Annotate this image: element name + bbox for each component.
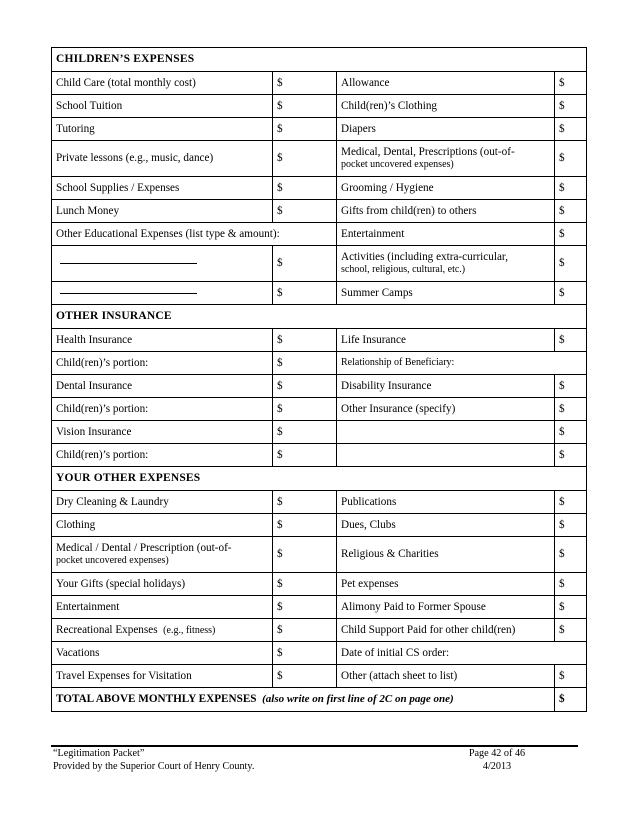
amount-other-educational-1[interactable]: $: [273, 246, 337, 282]
amount-disability-insurance[interactable]: $: [555, 375, 587, 398]
label-childrens-clothing: Child(ren)’s Clothing: [337, 95, 555, 118]
amount-private-lessons[interactable]: $: [273, 141, 337, 177]
footer-left: [53, 748, 254, 774]
label-other-entertainment: Entertainment: [52, 596, 273, 619]
blank-line: [60, 262, 197, 264]
label-clothing: Clothing: [52, 514, 273, 537]
label-disability-insurance: Disability Insurance: [337, 375, 555, 398]
label-religious-charities: Religious & Charities: [337, 537, 555, 573]
footer-date: 4/2013: [482, 760, 512, 772]
label-alimony: Alimony Paid to Former Spouse: [337, 596, 555, 619]
label-children-entertainment: Entertainment: [337, 223, 555, 246]
label-vision-insurance: Vision Insurance: [52, 421, 273, 444]
amount-tutoring[interactable]: $: [273, 118, 337, 141]
amount-health-childrens-portion[interactable]: $: [273, 352, 337, 375]
label-child-care: Child Care (total monthly cost): [52, 72, 273, 95]
amount-child-care[interactable]: $: [273, 72, 337, 95]
amount-religious-charities[interactable]: $: [555, 537, 587, 573]
amount-vision-insurance[interactable]: $: [273, 421, 337, 444]
label-vision-childrens-portion: Child(ren)’s portion:: [52, 444, 273, 467]
activities-line2: school, religious, cultural, etc.): [341, 264, 466, 276]
other-medical-line1: Medical / Dental / Prescription (out-of-: [56, 542, 232, 555]
section-header-children: CHILDREN’S EXPENSES: [52, 48, 587, 72]
label-dental-childrens-portion: Child(ren)’s portion:: [52, 398, 273, 421]
amount-recreational[interactable]: $: [273, 619, 337, 642]
activities-line1: Activities (including extra-curricular,: [341, 251, 508, 264]
label-recreational: Recreational Expenses (e.g., fitness): [52, 619, 273, 642]
amount-other-medical[interactable]: $: [273, 537, 337, 573]
label-lunch-money: Lunch Money: [52, 200, 273, 223]
blank-line: [60, 292, 197, 294]
other-educational-line-2[interactable]: [52, 282, 273, 305]
label-publications: Publications: [337, 491, 555, 514]
amount-other-insurance-1[interactable]: $: [555, 421, 587, 444]
label-other-medical: [52, 537, 273, 573]
amount-grooming[interactable]: $: [555, 177, 587, 200]
amount-gifts-from-children[interactable]: $: [555, 200, 587, 223]
label-child-support: Child Support Paid for other child(ren): [337, 619, 555, 642]
expenses-form-table: [51, 47, 587, 712]
label-other-insurance: Other Insurance (specify): [337, 398, 555, 421]
label-children-medical: [337, 141, 555, 177]
amount-other-insurance[interactable]: $: [555, 398, 587, 421]
label-life-insurance: Life Insurance: [337, 329, 555, 352]
label-dues-clubs: Dues, Clubs: [337, 514, 555, 537]
label-private-lessons: Private lessons (e.g., music, dance): [52, 141, 273, 177]
amount-vision-childrens-portion[interactable]: $: [273, 444, 337, 467]
amount-vacations[interactable]: $: [273, 642, 337, 665]
label-activities: [337, 246, 555, 282]
total-monthly-expenses-label: TOTAL ABOVE MONTHLY EXPENSES (also write on first line of 2C on page one): [52, 688, 555, 712]
label-school-supplies: School Supplies / Expenses: [52, 177, 273, 200]
footer-right: [455, 748, 539, 774]
other-insurance-specify-2[interactable]: [337, 444, 555, 467]
label-other-educational: Other Educational Expenses (list type & amount):: [52, 223, 337, 246]
amount-lunch-money[interactable]: $: [273, 200, 337, 223]
amount-other-educational-2[interactable]: $: [273, 282, 337, 305]
amount-health-insurance[interactable]: $: [273, 329, 337, 352]
label-cs-order-date[interactable]: Date of initial CS order:: [337, 642, 587, 665]
amount-allowance[interactable]: $: [555, 72, 587, 95]
label-beneficiary: Relationship of Beneficiary:: [337, 352, 587, 375]
amount-dental-insurance[interactable]: $: [273, 375, 337, 398]
other-insurance-specify-1[interactable]: [337, 421, 555, 444]
amount-summer-camps[interactable]: $: [555, 282, 587, 305]
amount-your-gifts[interactable]: $: [273, 573, 337, 596]
recreational-note: (e.g., fitness): [163, 624, 216, 636]
amount-alimony[interactable]: $: [555, 596, 587, 619]
amount-publications[interactable]: $: [555, 491, 587, 514]
label-tutoring: Tutoring: [52, 118, 273, 141]
label-pet-expenses: Pet expenses: [337, 573, 555, 596]
amount-other-attach[interactable]: $: [555, 665, 587, 688]
amount-total-monthly-expenses[interactable]: $: [555, 688, 587, 712]
amount-school-tuition[interactable]: $: [273, 95, 337, 118]
label-travel-visitation: Travel Expenses for Visitation: [52, 665, 273, 688]
amount-school-supplies[interactable]: $: [273, 177, 337, 200]
amount-clothing[interactable]: $: [273, 514, 337, 537]
amount-children-medical[interactable]: $: [555, 141, 587, 177]
amount-pet-expenses[interactable]: $: [555, 573, 587, 596]
label-health-childrens-portion: Child(ren)’s portion:: [52, 352, 273, 375]
label-gifts-from-children: Gifts from child(ren) to others: [337, 200, 555, 223]
other-medical-line2: pocket uncovered expenses): [56, 555, 169, 567]
label-other-attach: Other (attach sheet to list): [337, 665, 555, 688]
amount-childrens-clothing[interactable]: $: [555, 95, 587, 118]
label-vacations: Vacations: [52, 642, 273, 665]
footer-page-number: Page 42 of 46: [468, 748, 526, 759]
label-grooming: Grooming / Hygiene: [337, 177, 555, 200]
amount-dry-cleaning[interactable]: $: [273, 491, 337, 514]
amount-dues-clubs[interactable]: $: [555, 514, 587, 537]
other-educational-line-1[interactable]: [52, 246, 273, 282]
footer-packet-name: “Legitimation Packet”: [53, 748, 145, 759]
children-medical-line1: Medical, Dental, Prescriptions (out-of-: [341, 146, 515, 159]
section-header-insurance: OTHER INSURANCE: [52, 305, 587, 329]
label-dental-insurance: Dental Insurance: [52, 375, 273, 398]
amount-travel-visitation[interactable]: $: [273, 665, 337, 688]
footer-divider: [51, 745, 578, 747]
amount-diapers[interactable]: $: [555, 118, 587, 141]
footer-provided-by: Provided by the Superior Court of Henry County.: [53, 760, 255, 772]
label-health-insurance: Health Insurance: [52, 329, 273, 352]
amount-children-entertainment[interactable]: $: [555, 223, 587, 246]
section-header-other-expenses: YOUR OTHER EXPENSES: [52, 467, 587, 491]
label-your-gifts: Your Gifts (special holidays): [52, 573, 273, 596]
amount-life-insurance[interactable]: $: [555, 329, 587, 352]
label-diapers: Diapers: [337, 118, 555, 141]
label-dry-cleaning: Dry Cleaning & Laundry: [52, 491, 273, 514]
amount-dental-childrens-portion[interactable]: $: [273, 398, 337, 421]
label-school-tuition: School Tuition: [52, 95, 273, 118]
label-allowance: Allowance: [337, 72, 555, 95]
label-summer-camps: Summer Camps: [337, 282, 555, 305]
total-note: (also write on first line of 2C on page one): [262, 693, 454, 706]
amount-other-insurance-2[interactable]: $: [555, 444, 587, 467]
amount-child-support[interactable]: $: [555, 619, 587, 642]
children-medical-line2: pocket uncovered expenses): [341, 159, 454, 171]
amount-other-entertainment[interactable]: $: [273, 596, 337, 619]
amount-activities[interactable]: $: [555, 246, 587, 282]
